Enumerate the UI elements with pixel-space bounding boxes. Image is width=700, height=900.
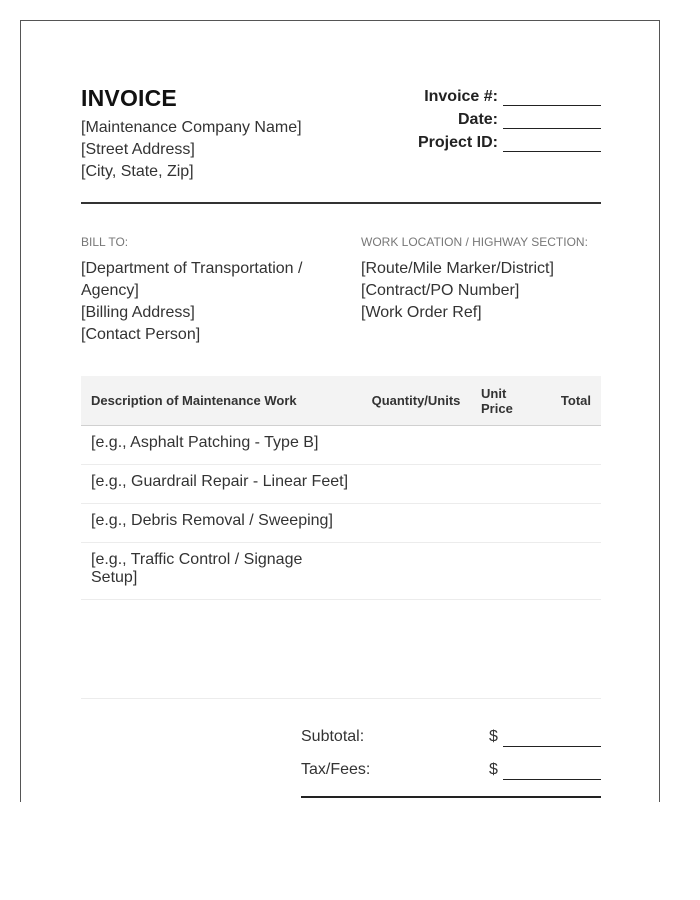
item-quantity[interactable] xyxy=(361,426,471,465)
item-description: [e.g., Asphalt Patching - Type B] xyxy=(81,426,361,465)
project-id-label: Project ID: xyxy=(417,134,498,151)
item-quantity[interactable] xyxy=(361,543,471,600)
item-total[interactable] xyxy=(541,465,601,504)
item-quantity[interactable] xyxy=(361,504,471,543)
work-location-line: [Contract/PO Number] xyxy=(361,282,520,299)
totals-divider xyxy=(301,796,601,798)
work-location-line: [Work Order Ref] xyxy=(361,304,482,321)
line-items-table xyxy=(81,376,601,699)
company-block xyxy=(81,83,302,183)
tax-label: Tax/Fees: xyxy=(301,761,371,778)
tax-field[interactable] xyxy=(503,763,601,780)
work-location-line: [Route/Mile Marker/District] xyxy=(361,260,554,277)
item-quantity[interactable] xyxy=(361,465,471,504)
invoice-number-label: Invoice #: xyxy=(424,88,498,105)
work-location-block xyxy=(361,235,601,324)
project-id-row xyxy=(341,129,601,152)
totals-block xyxy=(301,724,601,790)
total-column-header: Total xyxy=(541,376,601,426)
invoice-page xyxy=(20,20,660,802)
item-unit-price[interactable] xyxy=(471,543,541,600)
subtotal-label: Subtotal: xyxy=(301,728,365,745)
tax-row xyxy=(301,757,601,790)
bill-to-line: [Department of Transportation / xyxy=(81,260,303,277)
item-unit-price[interactable] xyxy=(471,426,541,465)
invoice-title: INVOICE xyxy=(81,85,177,111)
bill-to-heading: BILL TO: xyxy=(81,235,129,249)
bill-to-line: Agency] xyxy=(81,282,139,299)
table-row xyxy=(81,504,601,543)
invoice-date-field[interactable] xyxy=(503,112,601,129)
empty-cell[interactable] xyxy=(361,600,471,699)
subtotal-row xyxy=(301,724,601,757)
description-column-header: Description of Maintenance Work xyxy=(81,376,361,426)
company-city-state-zip: [City, State, Zip] xyxy=(81,163,194,180)
invoice-header xyxy=(81,83,601,203)
table-row xyxy=(81,543,601,600)
invoice-date-label: Date: xyxy=(457,111,498,128)
empty-cell[interactable] xyxy=(541,600,601,699)
item-description: [e.g., Guardrail Repair - Linear Feet] xyxy=(81,465,361,504)
project-id-field[interactable] xyxy=(503,135,601,152)
item-unit-price[interactable] xyxy=(471,465,541,504)
subtotal-field[interactable] xyxy=(503,730,601,747)
unit-price-column-header: Unit Price xyxy=(471,376,541,426)
bill-to-block xyxy=(81,235,331,346)
table-row xyxy=(81,426,601,465)
invoice-date-row xyxy=(341,106,601,129)
item-total[interactable] xyxy=(541,504,601,543)
item-description: [e.g., Debris Removal / Sweeping] xyxy=(81,504,361,543)
empty-cell[interactable] xyxy=(81,600,361,699)
empty-cell[interactable] xyxy=(471,600,541,699)
quantity-column-header: Quantity/Units xyxy=(361,376,471,426)
bill-to-line: [Billing Address] xyxy=(81,304,195,321)
tax-currency: $ xyxy=(489,761,498,778)
table-header-row xyxy=(81,376,601,426)
work-location-heading: WORK LOCATION / HIGHWAY SECTION: xyxy=(361,235,588,249)
header-divider xyxy=(81,202,601,204)
item-total[interactable] xyxy=(541,426,601,465)
company-name: [Maintenance Company Name] xyxy=(81,119,302,136)
item-unit-price[interactable] xyxy=(471,504,541,543)
invoice-meta xyxy=(341,83,601,152)
item-description: [e.g., Traffic Control / Signage Setup] xyxy=(81,543,361,600)
company-street-address: [Street Address] xyxy=(81,141,195,158)
invoice-number-row xyxy=(341,83,601,106)
bill-to-line: [Contact Person] xyxy=(81,326,201,343)
subtotal-currency: $ xyxy=(489,728,498,745)
table-row xyxy=(81,465,601,504)
invoice-number-field[interactable] xyxy=(503,89,601,106)
item-total[interactable] xyxy=(541,543,601,600)
table-row-empty xyxy=(81,600,601,699)
